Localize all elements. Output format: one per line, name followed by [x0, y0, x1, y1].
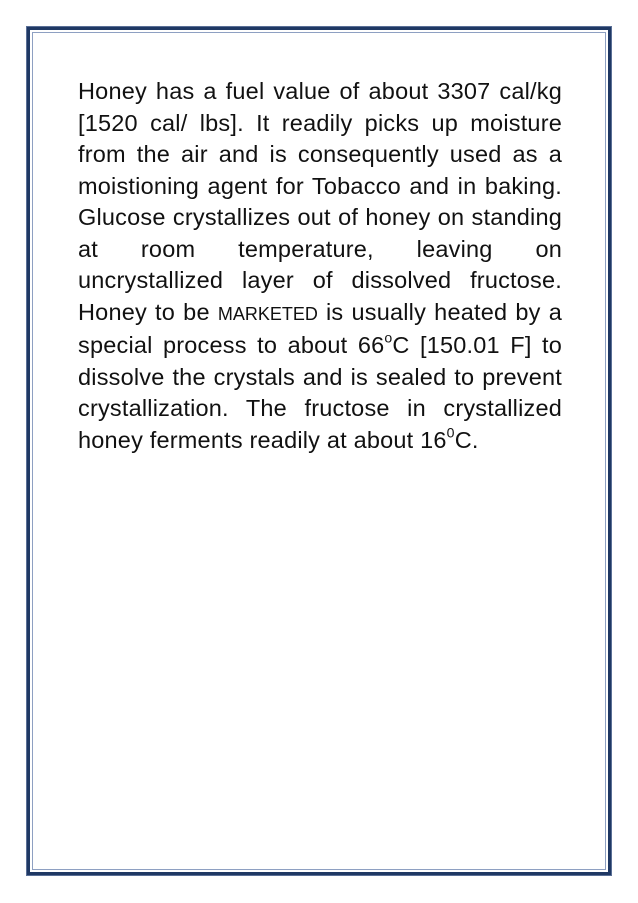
paragraph-text-part-2: is usually heated by a special process to about 66	[78, 298, 563, 358]
paragraph-text-part-1: Honey has a fuel value of about 3307 cal/kg [1520 cal/ lbs]. It readily picks up moisture from the air and is consequently used as a moistioning agent for Tobacco and in baking. Glucose crystallizes out of honey on standing at room temperature, leaving on uncrystallized layer of dissolved fructose. Honey to be	[78, 78, 562, 325]
body-paragraph	[78, 76, 562, 456]
degree-superscript: o	[384, 329, 393, 346]
paragraph-text-part-3: C [150.01 F] to dissolve the crystals and is sealed to prevent crystallization. The fructose in crystallized honey ferments readily at about 16	[78, 332, 562, 453]
zero-superscript: 0	[446, 423, 455, 440]
paragraph-text-part-4: C.	[454, 426, 479, 453]
marketed-word: MARKETED	[217, 303, 318, 324]
